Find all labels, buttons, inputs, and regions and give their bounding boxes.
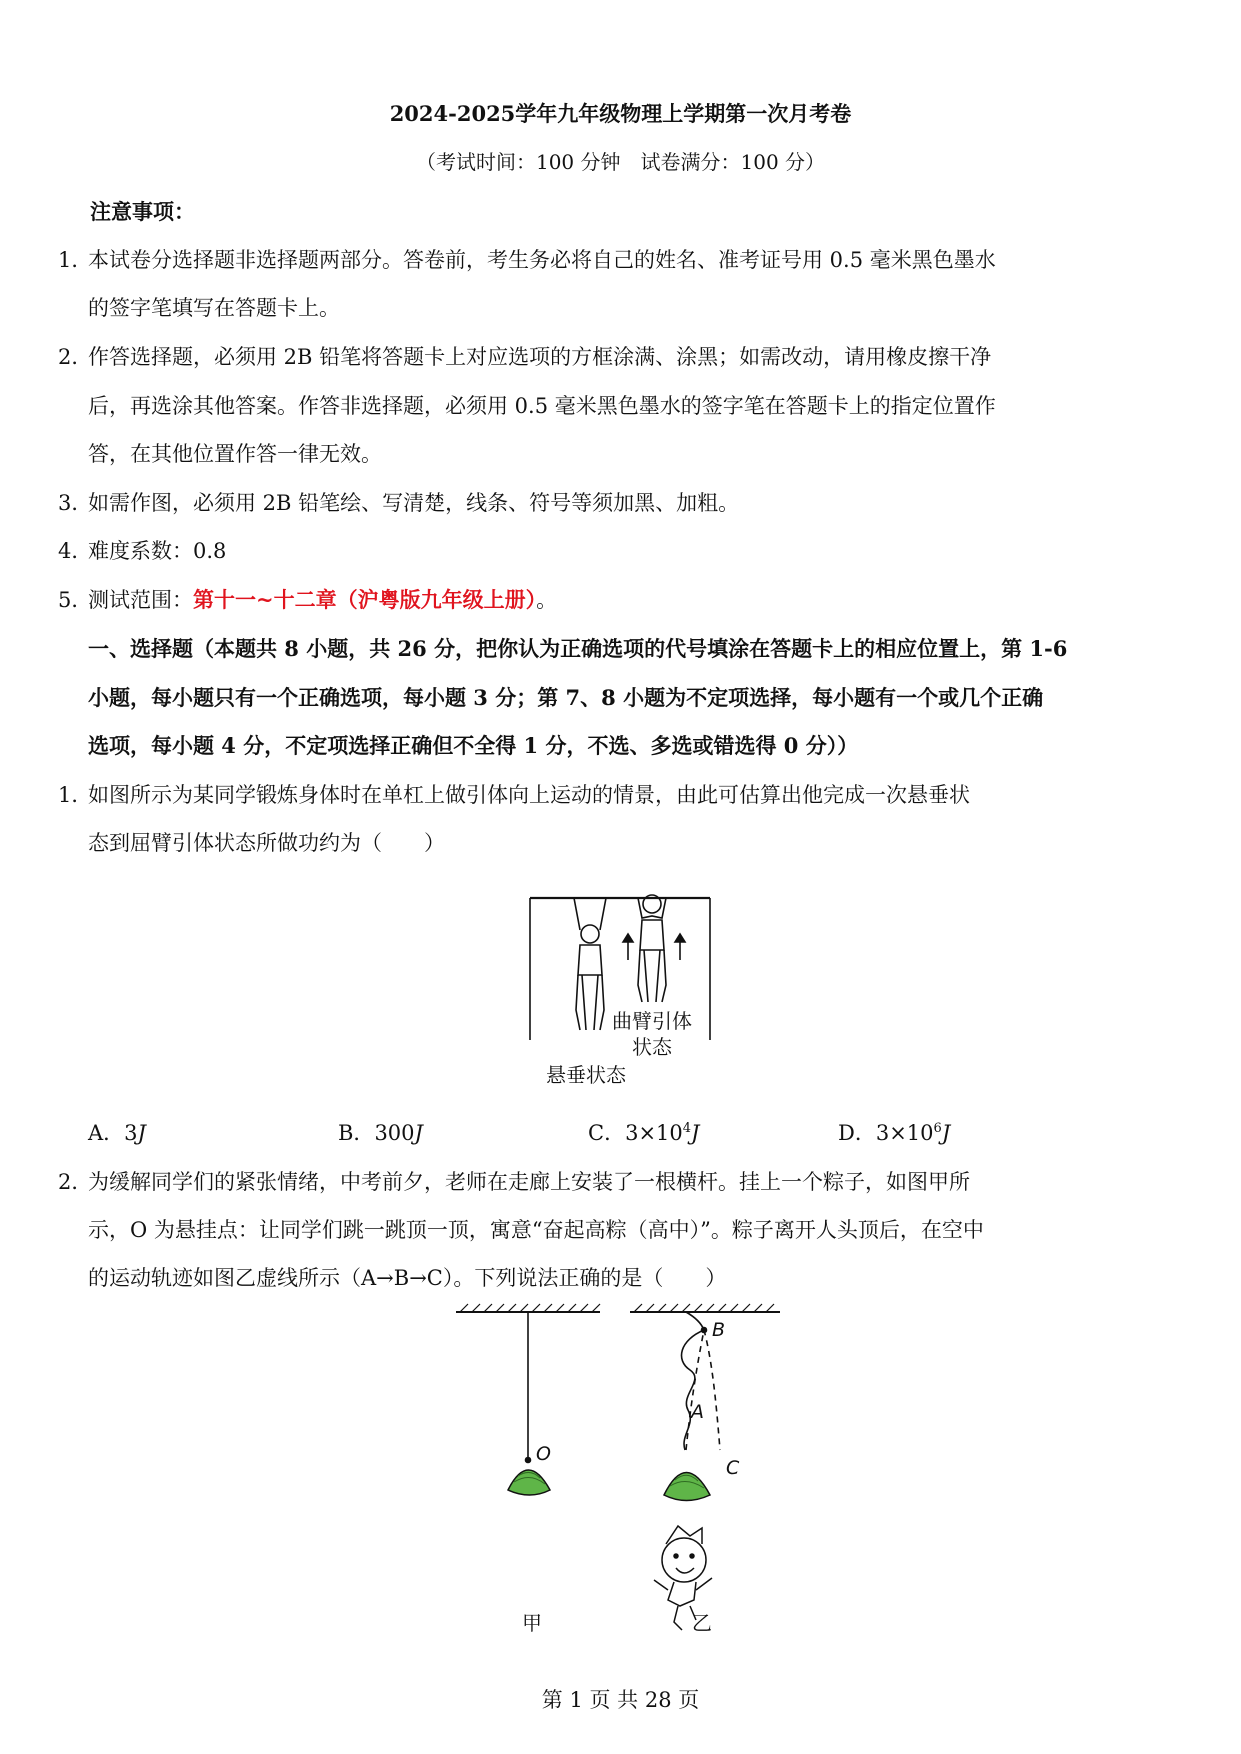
section-heading: 一、选择题（本题共 8 小题，共 26 分，把你认为正确选项的代号填涂在答题卡上的相应位置上，第 1-6 — [88, 636, 1068, 661]
option-value: 3 — [124, 1121, 138, 1145]
option-d[interactable] — [838, 1117, 950, 1147]
question-1 — [58, 779, 970, 809]
notice-text: 。 — [536, 588, 558, 612]
point-c-label: C — [726, 1457, 740, 1479]
point-b-label: B — [712, 1319, 726, 1341]
zongzi-figure — [450, 1300, 820, 1640]
section-heading: 小题，每小题只有一个正确选项，每小题 3 分；第 7、8 小题为不定项选择，每小题有一个或几个正确 — [88, 685, 1044, 710]
label-hanging: 悬垂状态 — [546, 1063, 626, 1087]
question-text: 的运动轨迹如图乙虚线所示（A→B→C）。下列说法正确的是（ ） — [88, 1266, 727, 1290]
exam-title: 2024-2025学年九年级物理上学期第一次月考卷 — [389, 101, 852, 126]
notice-text: 本试卷分选择题非选择题两部分。答卷前，考生务必将自己的姓名、准考证号用 0.5 毫米黑色墨水 — [88, 248, 996, 272]
notice-item-1 — [58, 244, 996, 274]
notice-text: 作答选择题，必须用 2B 铅笔将答题卡上对应选项的方框涂满、涂黑；如需改动，请用橡皮擦干净 — [88, 345, 992, 369]
option-value: 3×10 — [625, 1121, 683, 1145]
option-exponent: 6 — [933, 1121, 942, 1136]
option-value: 300 — [374, 1121, 415, 1145]
option-exponent: 4 — [682, 1121, 692, 1136]
section-heading: 选项，每小题 4 分，不定项选择正确但不全得 1 分，不选、多选或错选得 0 分）） — [88, 733, 859, 758]
notice-num: 5． — [58, 588, 93, 612]
notice-heading: 注意事项： — [90, 199, 195, 224]
option-b[interactable] — [338, 1117, 423, 1147]
option-unit: J — [414, 1121, 423, 1145]
notice-num: 2． — [58, 345, 93, 369]
figure-label-left: 甲 — [522, 1611, 542, 1635]
figure-label-right: 乙 — [692, 1611, 712, 1635]
notice-num: 1． — [58, 248, 93, 272]
page-footer: 第 1 页 共 28 页 — [541, 1688, 700, 1712]
notice-item-5 — [58, 584, 557, 614]
point-o-label: O — [536, 1443, 551, 1465]
notice-text: 的签字笔填写在答题卡上。 — [88, 296, 340, 320]
option-letter: C． — [588, 1121, 626, 1145]
option-letter: D． — [838, 1121, 876, 1145]
question-num: 1． — [58, 783, 93, 807]
question-2 — [58, 1166, 970, 1196]
option-c[interactable] — [588, 1117, 699, 1147]
option-value: 3×10 — [875, 1121, 934, 1145]
label-bent-arm-2: 状态 — [632, 1035, 672, 1059]
question-num: 2． — [58, 1170, 93, 1194]
option-unit: J — [941, 1121, 951, 1145]
notice-text: 测试范围： — [88, 588, 193, 612]
notice-num: 4． — [58, 539, 93, 563]
option-a[interactable] — [88, 1117, 146, 1147]
pullup-figure — [520, 890, 740, 1090]
question-text: 为缓解同学们的紧张情绪，中考前夕，老师在走廊上安装了一根横杆。挂上一个粽子，如图甲所 — [88, 1170, 970, 1194]
notice-text: 答，在其他位置作答一律无效。 — [88, 442, 382, 466]
label-bent-arm: 曲臂引体 — [612, 1009, 692, 1033]
test-scope: 第十一~十二章（沪粤版九年级上册） — [193, 587, 537, 612]
point-a-label: A — [691, 1401, 704, 1423]
option-letter: A． — [88, 1121, 125, 1145]
option-unit: J — [691, 1121, 700, 1145]
notice-text: 如需作图，必须用 2B 铅笔绘、写清楚，线条、符号等须加黑、加粗。 — [88, 491, 740, 515]
notice-item-2 — [58, 341, 991, 371]
notice-item-4 — [58, 535, 226, 565]
notice-text: 后，再选涂其他答案。作答非选择题，必须用 0.5 毫米黑色墨水的签字笔在答题卡上的指定位置作 — [88, 394, 996, 418]
question-text: 态到屈臂引体状态所做功约为（ ） — [88, 831, 445, 855]
notice-text: 难度系数：0.8 — [88, 539, 227, 563]
option-unit: J — [137, 1121, 146, 1145]
exam-subtitle: （考试时间：100 分钟 试卷满分：100 分） — [415, 150, 826, 174]
question-text: 示，O 为悬挂点：让同学们跳一跳顶一顶，寓意“奋起高粽（高中）”。粽子离开人头顶后，在空中 — [88, 1218, 984, 1242]
notice-item-3 — [58, 487, 739, 517]
notice-num: 3． — [58, 491, 93, 515]
question-text: 如图所示为某同学锻炼身体时在单杠上做引体向上运动的情景，由此可估算出他完成一次悬垂状 — [88, 783, 970, 807]
option-letter: B． — [338, 1121, 375, 1145]
